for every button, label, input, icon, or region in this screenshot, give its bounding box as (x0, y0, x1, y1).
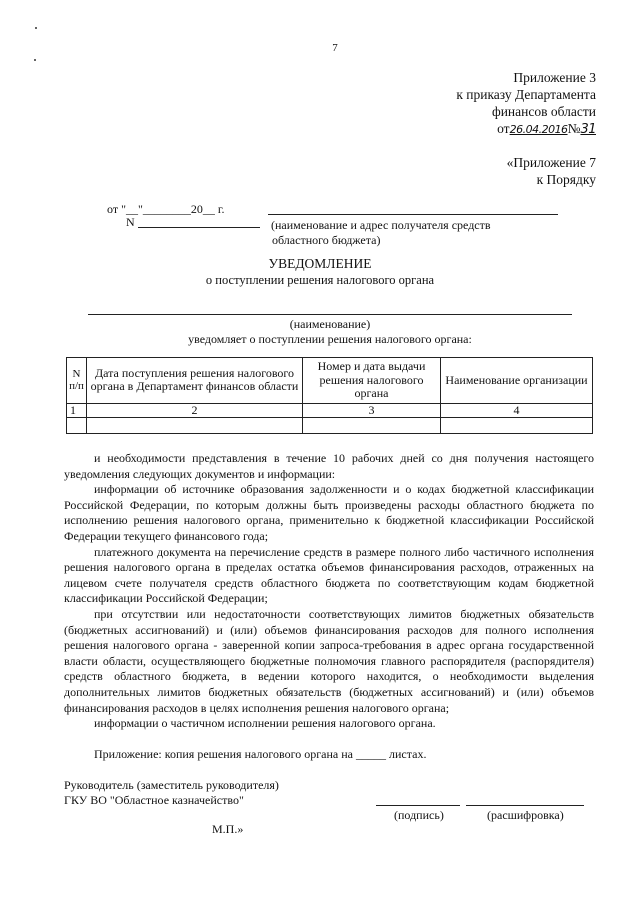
table-cell (87, 418, 303, 434)
appendix-date-number (497, 120, 596, 138)
from-date-field: от "__"________20__ г. (107, 202, 225, 216)
handwritten-date: 26.04.2016 (509, 123, 568, 136)
appendix-line-1: Приложение 3 (513, 70, 596, 85)
stamp-place: М.П.» (212, 822, 244, 836)
table-cell (67, 418, 87, 434)
column-number-1: 1 (67, 403, 87, 418)
table-row (67, 418, 593, 434)
header-cell-date: Дата поступления решения налогового органа в Департамент финансов области (87, 358, 303, 404)
recipient-caption-1: (наименование и адрес получателя средств (271, 218, 491, 232)
header-cell-decision: Номер и дата выдачи решения налогового органа (303, 358, 441, 404)
appendix-line-3: финансов области (491, 104, 596, 119)
appendix-line-2: к приказу Департамента (456, 87, 596, 102)
scan-speck (34, 59, 36, 61)
appendix-line-6: к Порядку (536, 172, 596, 187)
naming-notice: уведомляет о поступлении решения налогового органа: (188, 332, 472, 346)
header-cell-number: N п/п (67, 358, 87, 404)
header-cell-organization: Наименование организации (441, 358, 593, 404)
naming-caption: (наименование) (289, 317, 371, 331)
recipient-line (268, 214, 558, 215)
number-prefix: № (567, 121, 581, 136)
column-number-2: 2 (87, 403, 303, 418)
recipient-caption-2: областного бюджета) (272, 233, 381, 247)
signature-line (376, 805, 460, 806)
decisions-table (66, 357, 593, 434)
decode-line (466, 805, 584, 806)
table-header-row (67, 358, 593, 404)
column-number-3: 3 (303, 403, 441, 418)
scan-speck (35, 27, 37, 29)
decode-caption: (расшифровка) (487, 808, 564, 822)
document-title: УВЕДОМЛЕНИЕ (268, 256, 372, 271)
column-number-4: 4 (441, 403, 593, 418)
head-title-line-2: ГКУ ВО "Областное казначейство" (64, 793, 244, 807)
head-title-line-1: Руководитель (заместитель руководителя) (64, 778, 279, 792)
paragraph-partial: информации о частичном исполнении решения налогового органа. (94, 716, 436, 731)
table-cell (441, 418, 593, 434)
paragraph-source-info: информации об источнике образования задолженности и о кодах бюджетной классификации Российской Федерации, по которым должны быть произведены расходы областного бюджета по исполнению решения налогового органа, применительно к бюджетной классификации Российской Федерации текущего финансового года; (64, 482, 594, 543)
number-label: N (126, 215, 135, 229)
date-prefix: от (497, 121, 510, 136)
naming-line (88, 314, 572, 315)
attachment-line: Приложение: копия решения налогового органа на _____ листах. (94, 747, 427, 761)
page-number: 7 (332, 42, 338, 54)
appendix-line-5: «Приложение 7 (506, 155, 596, 170)
table-numbering-row (67, 403, 593, 418)
table-cell (303, 418, 441, 434)
signature-caption: (подпись) (394, 808, 444, 822)
body-text (64, 451, 594, 732)
paragraph-payment-doc: платежного документа на перечисление средств в размере полного либо частичного исполнения решения налогового органа в пределах остатка объемов финансирования расходов, отраженных на лицевом счете получателя средств областного бюджета по соответствующим кодам бюджетной классификации Российской Федерации; (64, 544, 594, 606)
paragraph-intro: и необходимости представления в течение 10 рабочих дней со дня получения настоящего уведомления следующих документов и информации: (64, 451, 594, 481)
handwritten-number: 31 (580, 122, 596, 137)
paragraph-limits: при отсутствии или недостаточности соответствующих лимитов бюджетных обязательств (бюджетных ассигнований) и (или) объемов финансирования расходов для полного исполнения решения налогового органа - заверенной копии запроса-требования в адрес органа государственной власти области, осуществляющего бюджетные полномочия главного распорядителя (распорядителя) средств областного бюджета, в ведении которого находится, о необходимости выделения дополнительных лимитов бюджетных обязательств (бюджетных ассигнований) и (или) объемов финансирования расходов в целях исполнения решения налогового органа; (64, 606, 594, 715)
document-subtitle: о поступлении решения налогового органа (205, 273, 435, 287)
number-line (138, 227, 260, 228)
